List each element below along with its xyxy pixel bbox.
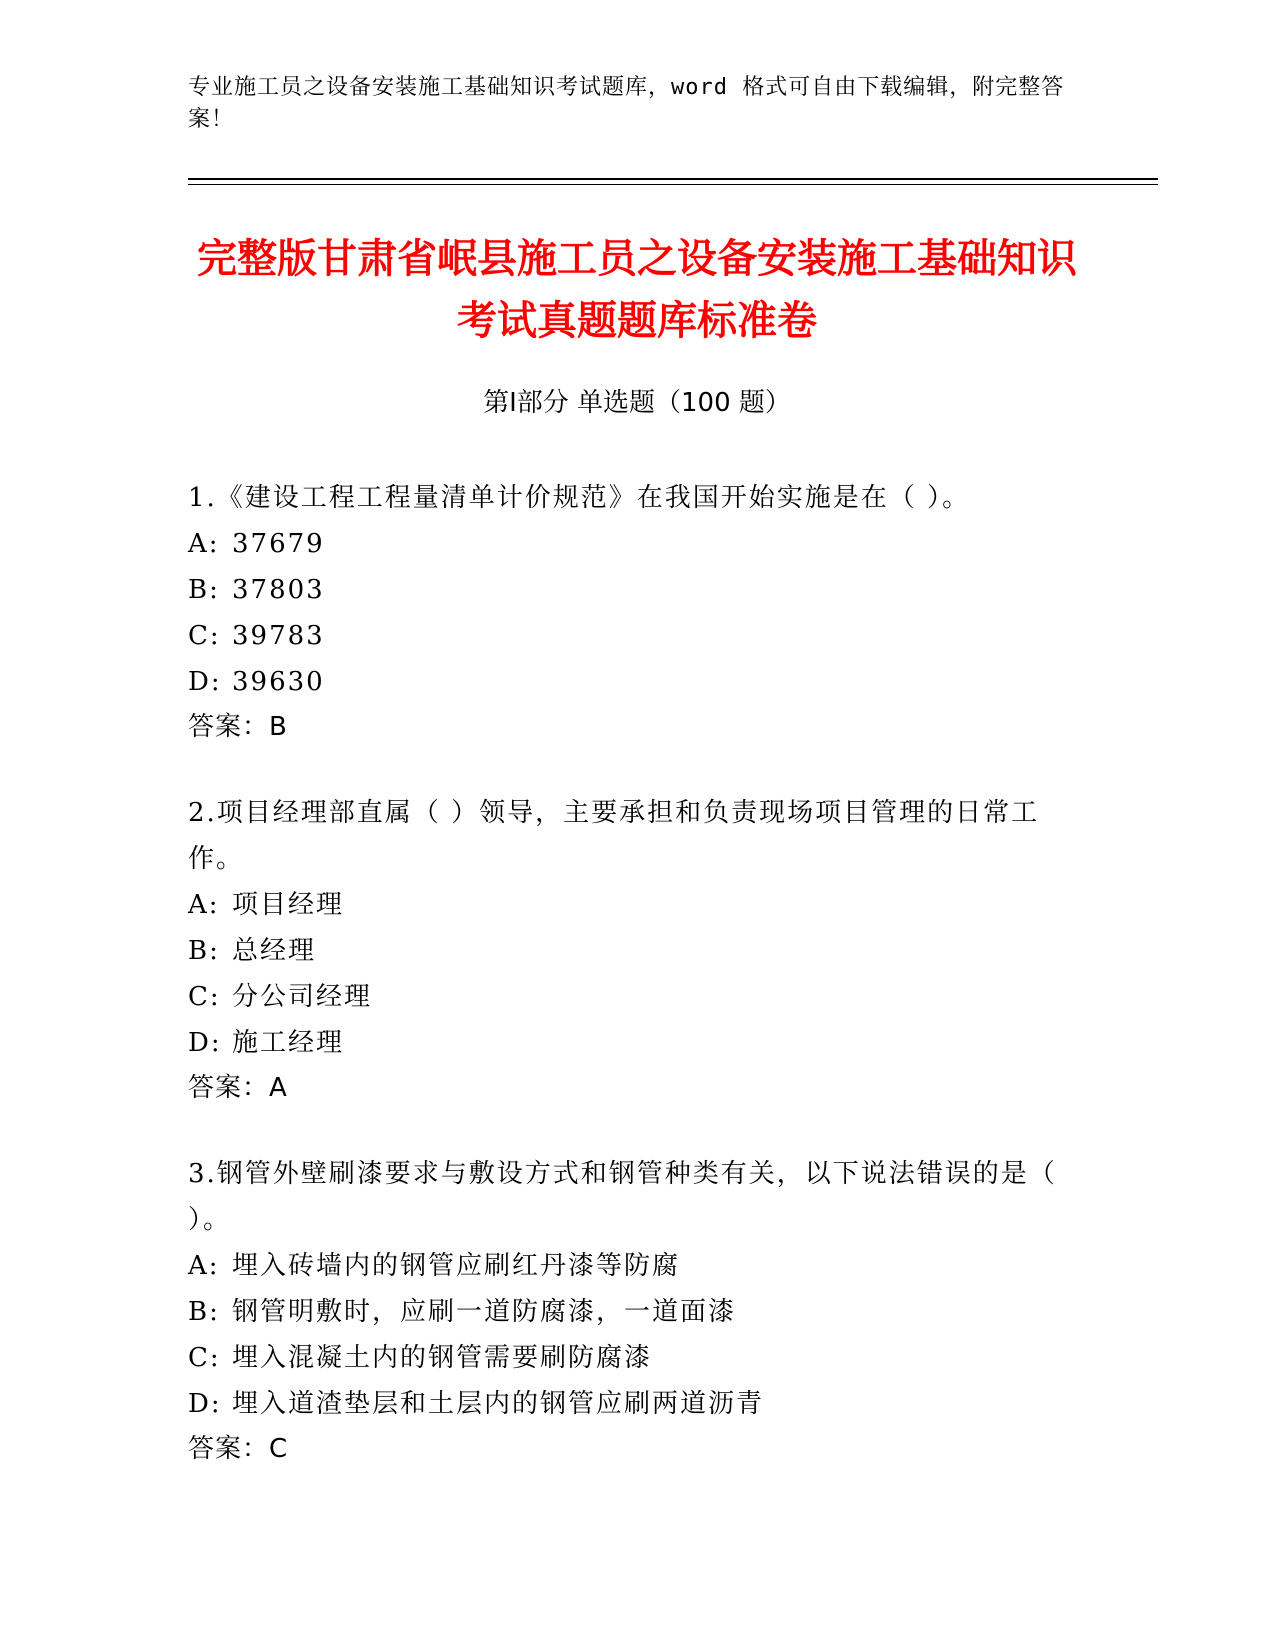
option-d	[188, 1020, 1068, 1066]
option-text: 总经理	[232, 936, 317, 966]
header-rule-thin	[188, 184, 1158, 185]
option-text: 埋入混凝土内的钢管需要刷防腐漆	[232, 1343, 653, 1373]
option-c	[188, 1335, 1068, 1381]
option-d	[188, 659, 1068, 705]
question-stem: 3.钢管外壁刷漆要求与敷设方式和钢管种类有关，以下说法错误的是（ ）。	[188, 1159, 1057, 1235]
question-stem: 2.项目经理部直属（ ）领导，主要承担和负责现场项目管理的日常工作。	[188, 798, 1040, 874]
answer: 答案：A	[188, 1073, 288, 1103]
option-text: 39630	[232, 667, 325, 697]
option-a	[188, 882, 1068, 928]
option-b	[188, 928, 1068, 974]
question-1	[188, 475, 1068, 749]
header-note: 专业施工员之设备安装施工基础知识考试题库，word 格式可自由下载编辑，附完整答案！	[188, 75, 1065, 132]
answer: 答案：B	[188, 712, 288, 742]
option-text: 埋入砖墙内的钢管应刷红丹漆等防腐	[232, 1251, 681, 1281]
option-c	[188, 613, 1068, 659]
option-text: 钢管明敷时，应刷一道防腐漆，一道面漆	[232, 1297, 737, 1327]
option-text: 项目经理	[232, 890, 345, 920]
question-3	[188, 1151, 1068, 1471]
question-2	[188, 790, 1068, 1110]
option-a	[188, 521, 1068, 567]
section-heading: 第Ⅰ部分 单选题（100 题）	[483, 388, 791, 418]
option-text: 37803	[232, 575, 325, 605]
option-d	[188, 1381, 1068, 1427]
option-b	[188, 1289, 1068, 1335]
option-letter: C:	[188, 621, 221, 651]
option-b	[188, 567, 1068, 613]
option-letter: A:	[188, 1251, 220, 1281]
option-text: 埋入道渣垫层和土层内的钢管应刷两道沥青	[232, 1389, 765, 1419]
option-letter: A:	[188, 529, 220, 559]
option-letter: D:	[188, 1389, 222, 1419]
document-title: 完整版甘肃省岷县施工员之设备安装施工基础知识考试真题题库标准卷	[197, 236, 1077, 344]
option-text: 37679	[232, 529, 325, 559]
option-letter: B:	[188, 575, 220, 605]
header-rule-thick	[188, 178, 1158, 180]
answer: 答案：C	[188, 1434, 289, 1464]
option-letter: C:	[188, 982, 221, 1012]
option-letter: B:	[188, 936, 220, 966]
option-text: 分公司经理	[232, 982, 373, 1012]
option-a	[188, 1243, 1068, 1289]
option-c	[188, 974, 1068, 1020]
option-text: 施工经理	[232, 1028, 345, 1058]
option-letter: D:	[188, 667, 222, 697]
option-letter: D:	[188, 1028, 222, 1058]
question-stem: 1.《建设工程工程量清单计价规范》在我国开始实施是在（ ）。	[188, 483, 971, 513]
option-letter: B:	[188, 1297, 220, 1327]
option-letter: C:	[188, 1343, 221, 1373]
option-text: 39783	[232, 621, 325, 651]
question-list	[188, 475, 1068, 1512]
option-letter: A:	[188, 890, 220, 920]
